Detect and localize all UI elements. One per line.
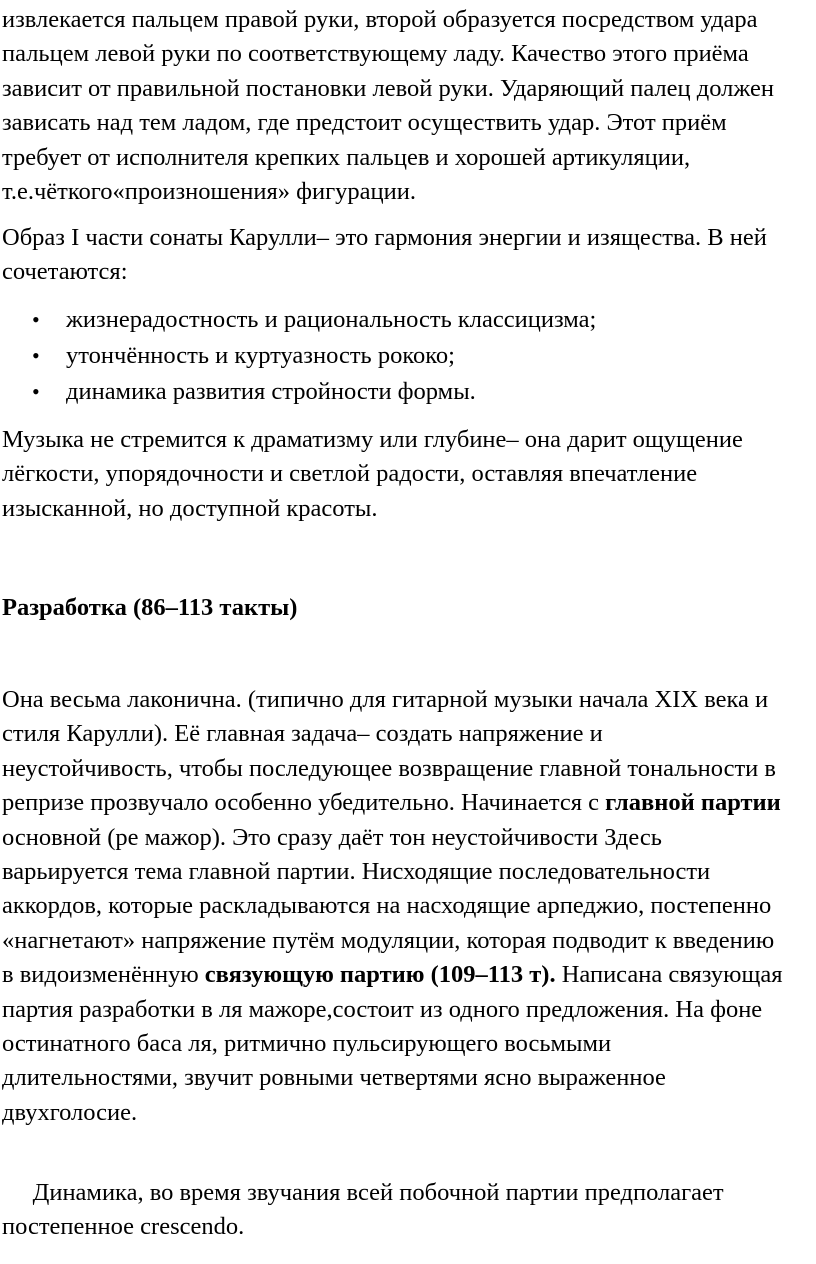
text-run: «нагнетают» напряжение путём модуляции, которая подводит к введению: [2, 926, 775, 954]
text-line: [2, 889, 816, 923]
text-line: [2, 855, 816, 889]
text-run: Динамика, во время звучания всей побочной партии предполагает: [2, 1179, 724, 1206]
text-line: [2, 591, 816, 625]
text-run: неустойчивость, чтобы последующее возвращение главной тональности в: [2, 754, 776, 782]
text-run: зависит от правильной постановки левой руки. Ударяющий палец должен: [2, 74, 774, 102]
text-run: пальцем левой руки по соответствующему ладу. Качество этого приёма: [2, 40, 749, 68]
text-run: аккордов, которые раскладываются на насходящие арпеджио, постепенно: [2, 892, 772, 920]
text-line: [2, 752, 816, 786]
text-run: т.е.чёткого«произношения» фигурации.: [2, 177, 416, 205]
text-run: длительностями, звучит ровными четвертями ясно выраженное: [2, 1064, 666, 1092]
text-run: сочетаются:: [2, 258, 128, 286]
text-run: требует от исполнителя крепких пальцев и хорошей артикуляции,: [2, 143, 691, 171]
text-line: [2, 1210, 816, 1244]
text-run: Музыка не стремится к драматизму или глубине– она дарит ощущение: [2, 426, 743, 453]
paragraph-dynamics: [2, 1176, 816, 1245]
text-run: в видоизменённую: [2, 961, 205, 989]
text-run: жизнерадостность и рациональность классицизма;: [66, 306, 597, 333]
text-line: [2, 221, 816, 255]
text-run: стиля Карулли). Её главная задача– создать напряжение и: [2, 720, 603, 748]
text-line: [2, 457, 816, 491]
text-line: [2, 3, 816, 37]
text-run: остинатного баса ля, ритмично пульсирующего восьмыми: [2, 1029, 612, 1057]
text-run: извлекается пальцем правой руки, второй образуется посредством удара: [2, 6, 758, 33]
text-line: [2, 37, 816, 71]
text-run: лёгкости, упорядочности и светлой радости, оставляя впечатление: [2, 460, 698, 488]
text-line: [2, 958, 816, 992]
paragraph-image: [2, 221, 816, 290]
text-line: [2, 255, 816, 289]
text-line: [2, 1027, 816, 1061]
text-line: [2, 423, 816, 457]
text-line: [2, 786, 816, 820]
text-line: [2, 72, 816, 106]
bold-text: связующую партию (109–113 т).: [204, 961, 556, 989]
text-line: [2, 821, 816, 855]
text-run: изысканной, но доступной красоты.: [2, 494, 378, 522]
text-line: [2, 492, 816, 526]
text-line: [2, 175, 816, 209]
section-heading: [2, 591, 816, 625]
text-run: Образ I части сонаты Карулли– это гармония энергии и изящества. В ней: [2, 224, 767, 251]
list-item: [2, 338, 816, 374]
text-run: утончённость и куртуазность рококо;: [66, 342, 455, 369]
text-line: [2, 1096, 816, 1130]
list-item: [2, 374, 816, 410]
text-run: репризе прозвучало особенно убедительно. Начинается с: [2, 789, 606, 817]
text-line: [2, 1176, 816, 1210]
text-run: постепенное crescendo.: [2, 1213, 245, 1241]
paragraph-technique: [2, 3, 816, 209]
list-item: [2, 302, 816, 338]
text-line: [2, 924, 816, 958]
text-line: [2, 141, 816, 175]
text-line: [2, 993, 816, 1027]
text-run: основной (ре мажор). Это сразу даёт тон неустойчивости Здесь: [2, 823, 662, 851]
paragraph-music: [2, 423, 816, 526]
text-run: партия разработки в ля мажоре,состоит из одного предложения. На фоне: [2, 995, 763, 1023]
text-line: [2, 1061, 816, 1095]
text-line: [2, 106, 816, 140]
bullet-list: [2, 302, 816, 410]
text-run: Написана связующая: [555, 961, 783, 989]
paragraph-development: [2, 683, 816, 1130]
text-run: Она весьма лаконична. (типично для гитарной музыки начала XIX века и: [2, 686, 769, 713]
text-run: варьируется тема главной партии. Нисходящие последовательности: [2, 857, 711, 885]
text-run: зависать над тем ладом, где предстоит осуществить удар. Этот приём: [2, 109, 727, 137]
bold-text: Разработка (86–113 такты): [2, 594, 298, 621]
text-line: [2, 717, 816, 751]
text-line: [2, 683, 816, 717]
bold-text: главной партии: [605, 789, 781, 817]
text-run: динамика развития стройности формы.: [66, 378, 476, 405]
text-run: двухголосие.: [2, 1098, 138, 1126]
